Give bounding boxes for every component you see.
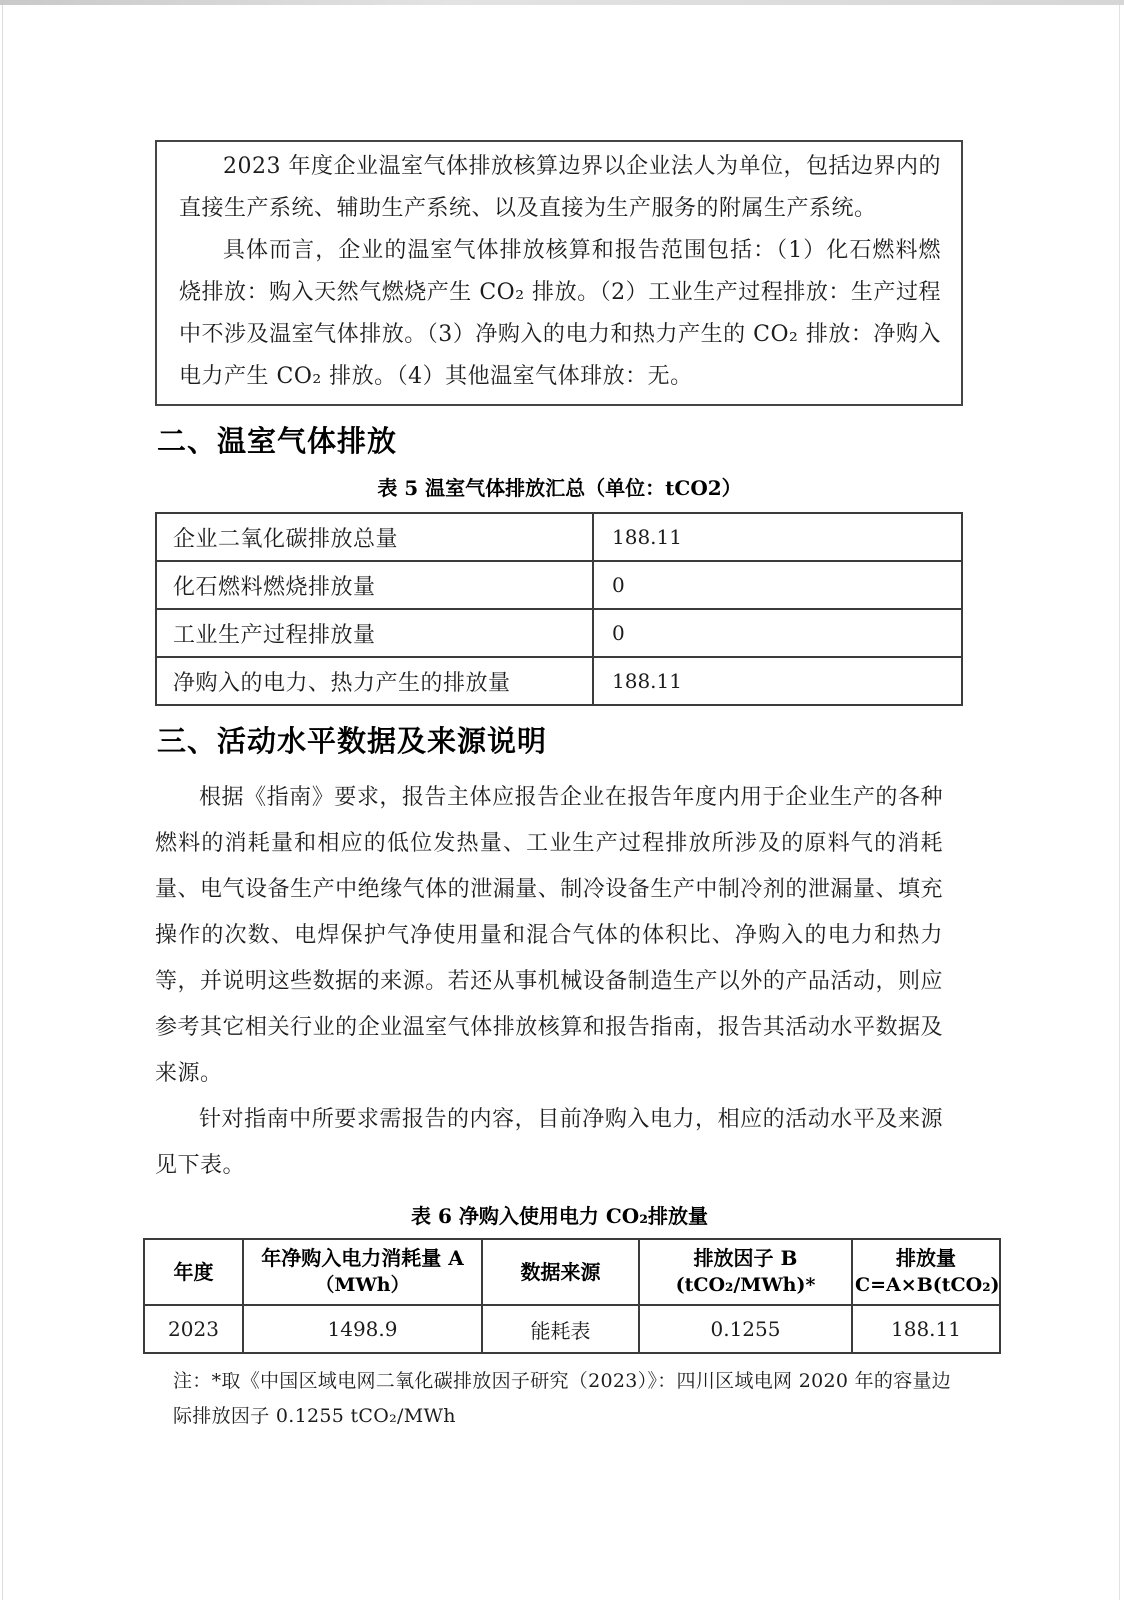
table5-row-label: 净购入的电力、热力产生的排放量 bbox=[156, 657, 593, 705]
table6-header-emission-factor: 排放因子 B (tCO₂/MWh)* bbox=[639, 1239, 852, 1305]
table5-ghg-summary bbox=[155, 512, 963, 706]
table6-header-emissions: 排放量 C=A×B(tCO₂) bbox=[852, 1239, 1000, 1305]
table5-row-value: 0 bbox=[593, 561, 962, 609]
section-2-heading: 二、温室气体排放 bbox=[157, 424, 398, 458]
table-row bbox=[156, 657, 962, 705]
table5-row-value: 188.11 bbox=[593, 513, 962, 561]
table6-footnote: 注：*取《中国区域电网二氧化碳排放因子研究（2023）》：四川区域电网 2020 年的容量边际排放因子 0.1255 tCO₂/MWh bbox=[173, 1370, 952, 1427]
table-row bbox=[144, 1305, 1000, 1353]
table6-electricity-emissions bbox=[143, 1238, 1001, 1354]
accounting-boundary-box bbox=[155, 140, 963, 406]
table6-cell-emissions: 188.11 bbox=[852, 1305, 1000, 1353]
table5-row-value: 188.11 bbox=[593, 657, 962, 705]
table5-row-value: 0 bbox=[593, 609, 962, 657]
boundary-paragraph-2: 具体而言，企业的温室气体排放核算和报告范围包括：（1）化石燃料燃烧排放：购入天然气燃烧产生 CO₂ 排放。（2）工业生产过程排放：生产过程中不涉及温室气体排放。（3）净购入的电力和热力产生的 CO₂ 排放：净购入电力产生 CO₂ 排放。（4）其他温室气体琲放：无。 bbox=[179, 238, 941, 389]
page-content bbox=[143, 140, 1000, 1434]
scan-edge-top bbox=[0, 0, 1124, 5]
table6-cell-year: 2023 bbox=[144, 1305, 243, 1353]
table6-header-data-source: 数据来源 bbox=[482, 1239, 639, 1305]
table6-cell-consumption: 1498.9 bbox=[243, 1305, 482, 1353]
scan-edge-left bbox=[2, 5, 3, 1600]
table-row bbox=[156, 561, 962, 609]
activity-paragraph-1: 根据《指南》要求，报告主体应报告企业在报告年度内用于企业生产的各种燃料的消耗量和相应的低位发热量、工业生产过程排放所涉及的原料气的消耗量、电气设备生产中绝缘气体的泄漏量、制冷设备生产中制冷剂的泄漏量、填充操作的次数、电焊保护气净使用量和混合气体的体积比、净购入的电力和热力等，并说明这些数据的来源。若还从事机械设备制造生产以外的产品活动，则应参考其它相关行业的企业温室气体排放核算和报告指南，报告其活动水平数据及来源。 bbox=[155, 785, 943, 1086]
table5-row-label: 企业二氧化碳排放总量 bbox=[156, 513, 593, 561]
table6-caption: 表 6 净购入使用电力 CO₂排放量 bbox=[411, 1204, 708, 1228]
activity-paragraph-2: 针对指南中所要求需报告的内容，目前净购入电力，相应的活动水平及来源见下表。 bbox=[155, 1107, 943, 1178]
table6-cell-data-source: 能耗表 bbox=[482, 1305, 639, 1353]
table5-row-label: 工业生产过程排放量 bbox=[156, 609, 593, 657]
table-header-row bbox=[144, 1239, 1000, 1305]
table6-cell-emission-factor: 0.1255 bbox=[639, 1305, 852, 1353]
table-row bbox=[156, 609, 962, 657]
table6-header-consumption: 年净购入电力消耗量 A （MWh） bbox=[243, 1239, 482, 1305]
section-3-heading: 三、活动水平数据及来源说明 bbox=[157, 724, 548, 758]
table5-row-label: 化石燃料燃烧排放量 bbox=[156, 561, 593, 609]
table-row bbox=[156, 513, 962, 561]
table5-caption: 表 5 温室气体排放汇总（单位：tCO2） bbox=[377, 476, 742, 500]
boundary-paragraph-1: 2023 年度企业温室气体排放核算边界以企业法人为单位，包括边界内的直接生产系统、辅助生产系统、以及直接为生产服务的附属生产系统。 bbox=[179, 154, 941, 221]
table6-header-year: 年度 bbox=[144, 1239, 243, 1305]
scan-edge-right bbox=[1119, 5, 1120, 1600]
